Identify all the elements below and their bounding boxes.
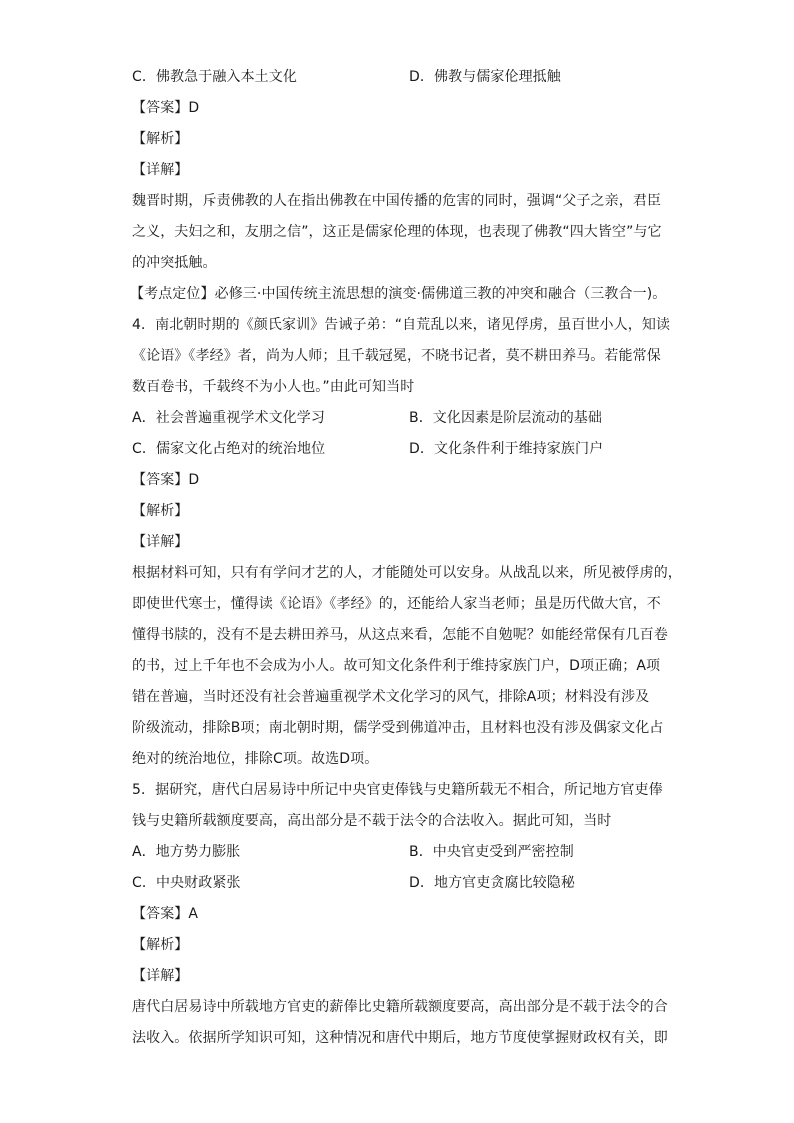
q5-option-a: A．地方势力膨胀 — [132, 844, 241, 860]
q4-explanation — [132, 558, 682, 775]
q3-option-d: D．佛教与儒家伦理抵触 — [409, 69, 561, 85]
q3-option-c: C．佛教急于融入本土文化 — [132, 69, 297, 85]
q3-explanation-line: 魏晋时期，斥责佛教的人在指出佛教在中国传播的危害的同时，强调“父子之亲，君臣 — [132, 193, 662, 209]
q3-explanation — [132, 186, 662, 279]
q5-detail-heading: 【详解】 — [132, 968, 189, 984]
q5-options-row-ab — [132, 837, 662, 868]
q5-explanation-line: 唐代白居易诗中所载地方官吏的薪俸比史籍所载额度要高，高出部分是不载于法令的合 — [132, 999, 668, 1015]
q4-explanation-line: 错在普遍，当时还没有社会普遍重视学术文化学习的风气，排除A项；材料没有涉及 — [132, 689, 650, 705]
q5-explanation-line: 法收入。依据所学知识可知，这种情况和唐代中期后，地方节度使掌握财政权有关，即 — [132, 1030, 668, 1046]
q3-analysis-heading: 【解析】 — [132, 131, 189, 147]
q5-stem-line: 5．据研究，唐代白居易诗中所记中央官吏俸钱与史籍所载无不相合，所记地方官吏俸 — [132, 782, 663, 798]
q5-option-d: D．地方官吏贪腐比较隐秘 — [409, 875, 575, 891]
q4-analysis-heading: 【解析】 — [132, 503, 189, 519]
q3-detail-heading: 【详解】 — [132, 162, 189, 178]
q4-detail-heading: 【详解】 — [132, 534, 189, 550]
q4-explanation-line: 即使世代寒士，懂得读《论语》《孝经》的，还能给人家当老师；虽是历代做大官，不 — [132, 596, 661, 612]
q4-stem-line: 数百卷书，千载终不为小人也。”由此可知当时 — [132, 379, 415, 395]
q5-option-c: C．中央财政紧张 — [132, 875, 241, 891]
q4-option-b: B．文化因素是阶层流动的基础 — [409, 410, 603, 426]
q5-analysis-heading: 【解析】 — [132, 937, 189, 953]
q4-explanation-line: 阶级流动，排除B项；南北朝时期，儒学受到佛道冲击，且材料也没有涉及偶家文化占 — [132, 720, 664, 736]
document-page — [130, 62, 682, 1054]
q3-answer: 【答案】D — [132, 100, 200, 116]
q4-stem — [132, 310, 671, 403]
q4-option-c: C．儒家文化占绝对的统治地位 — [132, 441, 326, 457]
q3-exam-point: 【考点定位】必修三·中国传统主流思想的演变·儒佛道三教的冲突和融合（三教合一)。 — [130, 286, 667, 302]
q5-option-b: B．中央官吏受到严密控制 — [409, 844, 574, 860]
q4-option-d: D．文化条件利于维持家族门户 — [409, 441, 604, 457]
q4-explanation-line: 的书，过上千年也不会成为小人。故可知文化条件利于维持家族门户，D项正确；A项 — [132, 658, 661, 674]
q5-options-row-cd — [132, 868, 662, 899]
q4-answer: 【答案】D — [132, 472, 200, 488]
q3-explanation-line: 的冲突抵触。 — [132, 255, 217, 271]
q5-answer: 【答案】A — [132, 906, 199, 922]
q5-explanation — [132, 992, 668, 1054]
q4-explanation-line: 绝对的统治地位，排除C项。故选D项。 — [132, 751, 379, 767]
q4-explanation-line: 懂得书牍的，没有不是去耕田养马，从这点来看，怎能不自勉呢？如能经常保有几百卷 — [132, 627, 668, 643]
q4-option-a: A．社会普遍重视学术文化学习 — [132, 410, 325, 426]
q4-stem-line: 《论语》《孝经》者，尚为人师；且千载冠冕，不晓书记者，莫不耕田养马。若能常保 — [132, 348, 661, 364]
q4-options-row-cd — [132, 434, 662, 465]
q4-explanation-line: 根据材料可知，只有有学问才艺的人，才能随处可以安身。从战乱以来，所见被俘虏的， — [132, 565, 682, 581]
q5-stem-line: 钱与史籍所载额度要高，高出部分是不载于法令的合法收入。据此可知，当时 — [132, 813, 612, 829]
q3-explanation-line: 之义，夫妇之和，友朋之信”，这正是儒家伦理的体现，也表现了佛教“四大皆空”与它 — [132, 224, 662, 240]
q5-stem — [132, 775, 662, 837]
q4-options-row-ab — [132, 403, 662, 434]
q3-options-row-cd — [132, 62, 662, 93]
q4-stem-line: 4．南北朝时期的《颜氏家训》告诫子弟：“自荒乱以来，诸见俘虏，虽百世小人，知读 — [132, 317, 671, 333]
